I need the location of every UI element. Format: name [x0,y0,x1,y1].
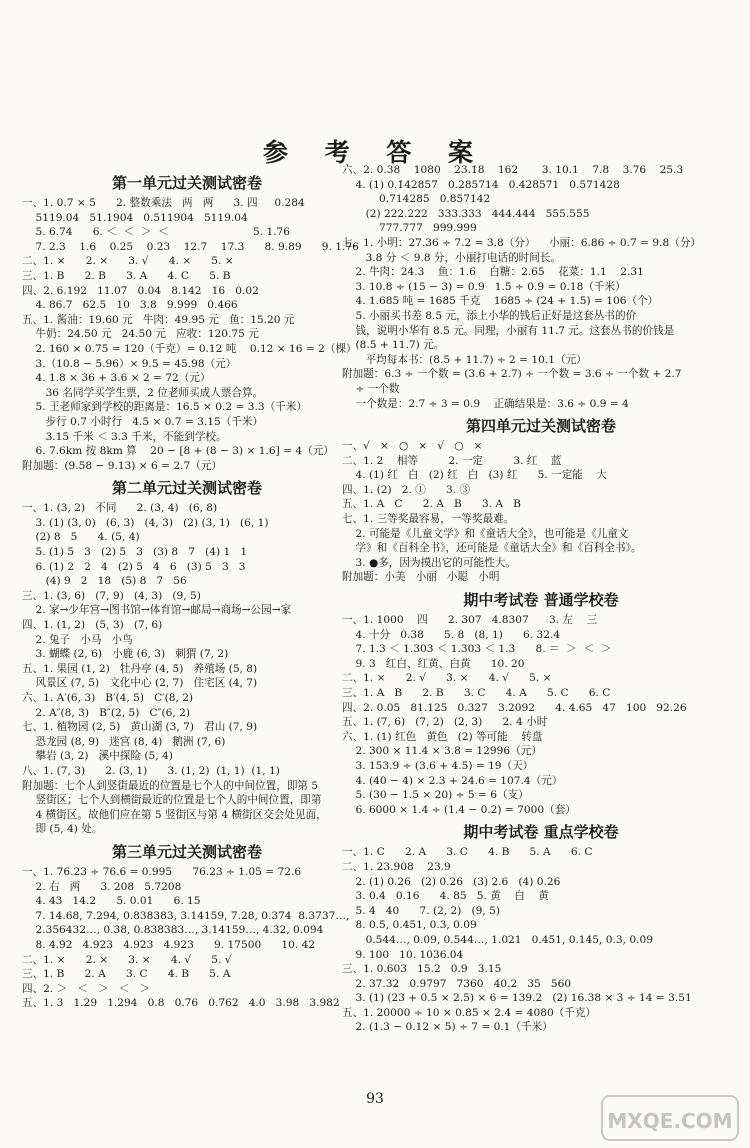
answer-line: 八、1. (7, 3) 2. (3, 1) 3. (1, 2) (1, 1) (1, 1) [22,764,280,777]
answer-line: 3. (1) (23 + 0.5 × 2.5) × 6 = 139.2 (2) 16.38 × 3 ÷ 14 = 3.51 [342,992,692,1005]
answer-line: 二、1. × 2. × 3. × 4. √ 5. √ [22,953,232,966]
answer-line: (8.5 + 11.7) 元。 [342,339,445,352]
answer-line: 七、1. 植物园 (2, 5) 黄山湖 (3, 7) 君山 (7, 9) [22,721,258,734]
answer-line: 2. 可能是《儿童文学》和《童话大全》，也可能是《儿童文 [342,527,629,540]
answer-line: (4) 9 2 18 (5) 8 7 56 [22,575,187,588]
answer-line: 9. 3 红白、红黄、白黄 10. 20 [342,657,525,670]
left-column [22,168,359,1011]
section-heading: 期中考试卷 重点学校卷 [463,823,619,842]
watermark-logo [600,1094,740,1142]
answer-line: 7. 1.3 ＜ 1.303 ＜ 1.3̇03 ＜ 1.3̇ 8. ＝ ＞ ＜ ＞ [342,643,612,656]
section-heading: 第三单元过关测试密卷 [111,842,262,861]
answer-line: 3. 153.9 ÷ (3.6 + 4.5) = 19（天） [342,759,534,772]
answer-line: 7. 2.3 1.6 0.25 0.23 12.7 17.3 8. 9.89 9. 1.76 [22,240,359,253]
answer-line: 5. 王老师家到学校的距离是：16.5 × 0.2 = 3.3（千米） [22,401,307,414]
section-midterm-regular [342,589,740,817]
answer-lines [342,439,740,585]
answer-line: 2. 兔子 小马 小鸟 [22,633,133,646]
answer-line: 一、1. C 2. A 3. C 4. B 5. A 6. C [342,846,593,859]
answer-line: 一、1. 76.23 ÷ 76.6 = 0.995 76.23 ÷ 1.05 = 72.6 [22,865,302,878]
answer-line: 即 (5, 4) 处。 [22,823,103,836]
answer-line: 五、1. 酱油：19.60 元 牛肉：49.95 元 鱼：15.20 元 [22,313,295,326]
answer-line: 3. (1) (3, 0) (6, 3) (4, 3) (2) (3, 1) (6, 1) [22,516,269,529]
section-heading: 第二单元过关测试密卷 [111,479,262,498]
answer-line: 五、1. 果园 (1, 2) 牡丹亭 (4, 5) 养殖场 (5, 8) [22,662,258,675]
answer-line: 六、1. (1) 红色 黄色 (2) 等可能 转盘 [342,730,543,743]
answer-line: 3. 蝴蝶 (2, 6) 小鹿 (6, 3) 刺猬 (7, 2) [22,648,229,661]
answer-line: 三、1. B 2. B 3. A 4. C 5. B [22,269,231,282]
answer-line: 2. 家→少年宫→图书馆→体育馆→邮局→商场→公园→家 [22,604,292,617]
answer-line: 一、1. 0.7 × 5 2. 整数乘法 两 两 3. 四 0.284 [22,197,305,209]
answer-lines [22,501,352,837]
answer-line: 三、1. (3, 6) (7, 9) (4, 3) (9, 5) [22,589,201,602]
answer-line: 8. 0.5, 0.451, 0.3, 0.0̇9 [342,919,477,932]
answer-line: 8. 4.9̇2 4.923 4.92̇3 4.923 9. 17500 10. 42 [22,938,316,951]
answer-line: 2. 160 × 0.75 = 120（千克）= 0.12 吨 0.12 × 16 = 2（棵） [22,342,357,355]
answer-line: 风景区 (7, 5) 文化中心 (2, 7) 住宅区 (4, 7) [22,677,258,690]
answer-line: 5119.04 51.1904 0.511904 5119.04 [22,211,248,224]
answer-line: 3. 10.8 ÷ (15 − 3) = 0.9 1.5 ÷ 0.9 = 0.18（千米） [342,280,626,293]
answer-line: (2) 8 5 4. (5, 4) [22,531,140,544]
answer-line: 2. 牛肉：24.3 鱼：1.6 白糖：2.65 花菜：1.1 2.31 [342,266,644,279]
answer-line: 附加题：(9.58 − 9.13) × 6 = 2.7（元） [22,459,223,472]
answer-line: 5. (30 − 1.5 × 20) ÷ 5 = 6（支） [342,789,529,802]
answer-line: 4. 十分 0.38 5. 8 (8, 1) 6. 32.4 [342,628,561,641]
answer-line: 六、2. 0.38 1080 23.1̇8 162 3. 10.1 7.8 3.76 25.3 [342,164,684,176]
answer-line: 五、1. A C 2. A B 3. A B [342,498,521,511]
answer-line: 4. 43 14.2 5. 0.01 6. 15 [22,895,201,908]
answer-line: 777.777 999.999 [342,222,477,235]
answer-line: 3.15 千米 ＜ 3.3 千米，不能到学校。 [22,430,227,443]
answer-line: 三、1. B 2. A 3. C 4. B 5. A [22,968,231,981]
answer-line: 5. 6.74 6. ＜ ＜ ＞ ＜ 5. 1.76 [22,226,291,239]
answer-line: 4 横街区。故他们应在第 5 竖街区与第 4 横街区交会处见面， [22,808,327,821]
answer-line: 三、1. A B 2. B 3. C 4. A 5. C 6. C [342,687,611,699]
answer-line: 4. 86.7 62.5 10 3.8 9.999 0.466 [22,299,238,312]
answer-line: 一个数是：2.7 ÷ 3 = 0.9 正确结果是：3.6 ÷ 0.9 = 4 [342,397,629,410]
answer-line: 二、1. × 2. × 3. √ 4. × 5. × [22,255,234,268]
answer-line: 五、1. 20000 ÷ 10 × 0.85 × 2.4 = 4080（千克） [342,1006,597,1019]
answer-line: 3.8 分 ＜ 9.8 分，小丽打电话的时间长。 [342,251,562,264]
answer-line: 攀岩 (3, 2) 溪中探险 (5, 4) [22,750,173,763]
answer-line: 四、1. (1, 2) (5, 3) (7, 6) [22,619,163,632]
answer-line: 2. A″(8, 3) B″(2, 5) C″(6, 2) [22,706,191,719]
answer-line: 四、1. (2) 2. ① 3. ③ [342,483,471,496]
answer-line: 三、1. 0.603 15.2 0.9 3.15 [342,963,502,976]
section-unit-2 [22,477,352,837]
answer-line: 平均每本书：(8.5 + 11.7) ÷ 2 = 10.1（元） [342,353,587,366]
answer-line: 5. 小丽买书差 8.5 元，添上小华的钱后正好是这套丛书的价 [342,309,637,322]
answer-line: 附加题：6.3 ÷ 一个数 = (3.6 + 2.7) ÷ 一个数 = 3.6 ÷ 一个数 + 2.7 [342,368,682,381]
answer-line: 4. (1) 红 白 (2) 红 白 (3) 红 5. 一定能 大 [342,469,607,482]
answer-line: 36 名同学买学生票，2 位老师买成人票合算。 [22,386,264,399]
answer-line: 7. 14.68, 7.294, 0.838383, 3.14159, 7.28, 0.374 8.3737…, [22,909,350,922]
answer-line: 6. 7.6km 按 8km 算 20 − [8 + (8 − 3) × 1.6] = 4（元） [22,445,334,458]
answer-line: 4. (40 − 4) × 2.3 + 24.6 = 107.4（元） [342,774,563,787]
section-heading: 第一单元过关测试密卷 [111,174,262,192]
answer-line: 4. 1.685 吨 = 1685 千克 1685 ÷ (24 + 1.5) = 106（个） [342,295,659,308]
answer-line: 一、√ × ○ × √ ○ × [342,440,483,453]
answer-line: 2.356432…, 0.3̇8, 0.838383…, 3.14159…, 4.3̇2, 0.0̇94 [22,924,324,937]
answer-line: 9. 100 10. 1036.04 [342,948,464,961]
answer-line: 2. 300 × 11.4 × 3.8 = 12996（元） [342,745,542,758]
answer-line: 4. (1) 0.1̇42857̇ 0.285714̇ 0.42857̇1 0.5̇71428̇ [342,178,620,191]
answer-line: (2) 222.222 333.333 444.444 555.555 [342,207,590,220]
answer-line: 3. ●多，因为摸出它的可能性大。 [342,556,516,569]
answer-line: 一、1. 1000 四 2. 307 4.8̇307 3. 左 三 [342,614,598,627]
answer-line: 钱，说明小华有 8.5 元。同理，小丽有 11.7 元。这套丛书的价钱是 [342,324,675,337]
section-unit-4 [342,415,740,585]
answer-line: 恐龙园 (8, 9) 迷宫 (8, 4) 鹅洲 (7, 6) [22,735,226,748]
answer-line: 六、1. A′(6, 3) B′(4, 5) C′(8, 2) [22,692,194,704]
top-scan-edge [0,0,750,18]
answer-lines [342,845,740,1035]
answer-line: 附加题：七个人到竖街最近的位置是七个人的中间位置，即第 5 [22,779,319,792]
answer-line: 6. (1) 2 2 4 (2) 5 4 6 (3) 5 3 3 [22,560,246,573]
answer-line: 五、1. (7, 6) (7, 2) (2, 3) 2. 4 小时 [342,716,548,729]
answer-lines [22,865,352,1011]
answer-line: 步行 0.7 小时行 4.5 × 0.7 = 3.15（千米） [22,415,264,428]
answer-line: 二、1. 2 相等 2. 一定 3. 红 蓝 [342,454,562,467]
page-number: 93 [366,1091,384,1107]
answer-lines [22,196,359,473]
answer-line: 2. (1) 0.26 (2) 0.26 (3) 2.6 (4) 0.26 [342,875,561,888]
answer-line: 二、1. 23.908 23.9 [342,860,451,873]
answer-line: 五、1. 3 1.29 1.294 0.8 0.76 0.762 4.0 3.98 3.982 [22,997,340,1010]
answer-line: 四、2. ＞ ＜ ＞ ＜ ＞ [22,982,151,995]
answer-line: 5. 4 40 7. (2, 2) (9, 5) [342,904,501,917]
answer-line: 二、1. × 2. √ 3. × 4. √ 5. × [342,672,552,685]
answer-line: 竖街区；七个人到横街最近的位置是七个人的中间位置，即第 [22,794,322,807]
section-midterm-key [342,821,740,1035]
answer-line: 6. 6000 × 1.4 ÷ (1.4 − 0.2) = 7000（套） [342,803,576,816]
answer-line: 2. 右 两 3. 208 5.72̇08 [22,880,182,893]
answer-line: 2. (1.3 − 0.12 × 5) ÷ 7 = 0.1（千米） [342,1021,553,1034]
answer-line: 2. 37.32 0.9797 7360 40.2 35 560 [342,977,572,990]
answer-line: 四、2. 0.05 81.125 0.32̇7 3.2092 4. 4.65 47 100 92.26 [342,701,687,714]
answer-line: 七、1. 小明：27.36 ÷ 7.2 = 3.8（分） 小丽：6.86 ÷ 0.7 = 9.8（分） [342,236,702,249]
section-unit-1 [22,172,359,473]
answer-line: 4. 1.8 × 36 + 3.6 × 2 = 72（元） [22,372,211,385]
answer-line: 0.714285̇ 0.857142̇ [342,193,491,206]
section-unit-3 [22,841,352,1011]
answer-line: 0.544…, 0.0̇9, 0.544…, 1.021 0.451, 0.145, 0.3, 0.0̇9 [342,933,653,946]
answer-line: 七、1. 三等奖最容易，一等奖最难。 [342,513,515,526]
right-column [342,163,740,1035]
watermark-text: MXQE.COM [607,1109,733,1133]
answer-line: 一、1. (3, 2) 不同 2. (3, 4) (6, 8) [22,502,218,515]
answer-lines [342,613,740,817]
unit-3-continued [342,163,740,411]
section-heading: 期中考试卷 普通学校卷 [463,591,619,610]
answer-line: ÷ 一个数 [342,382,400,395]
answer-line: 四、2. 6.192 11.07 0.04 8.142 16 0.02 [22,284,259,297]
answer-line: 5. (1) 5 3 (2) 5 3 (3) 8 7 (4) 1 1 [22,546,248,559]
page-title: 参 考 答 案 [262,138,488,167]
answer-line: 牛奶：24.50 元 24.50 元 应收：120.75 元 [22,328,259,341]
answer-line: 附加题：小美 小丽 小聪 小明 [342,571,500,584]
answer-line: 3.（10.8 − 5.96）× 9.5 = 45.98（元） [22,357,237,370]
answer-line: 学》和《百科全书》，还可能是《童话大全》和《百科全书》。 [342,542,642,555]
answer-line: 3. 0.4 0.16 4. 85 5. 黄 白 黄 [342,890,549,903]
section-heading: 第四单元过关测试密卷 [465,417,616,436]
